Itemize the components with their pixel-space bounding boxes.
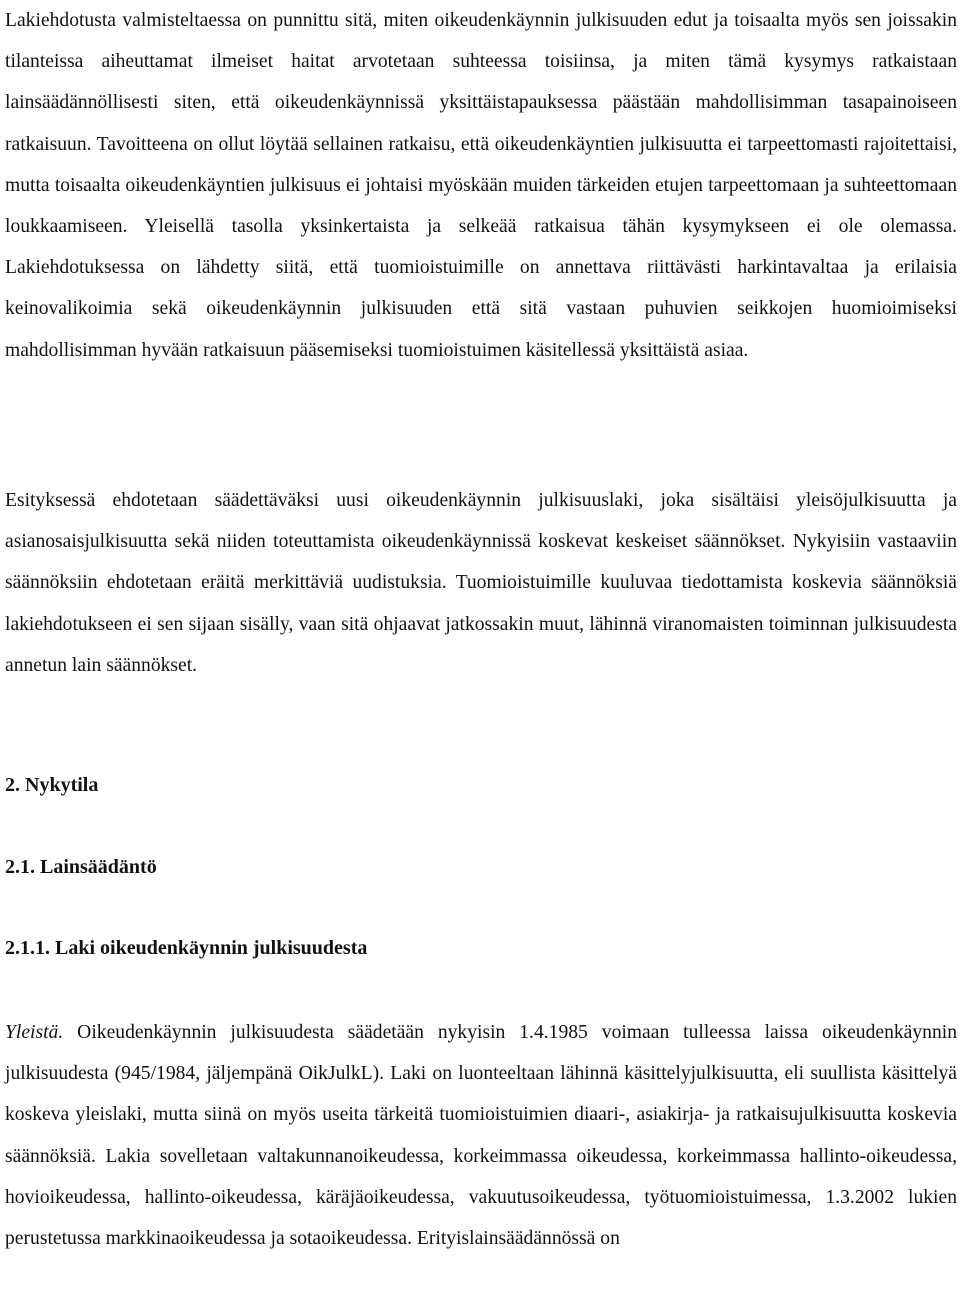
body-paragraph: Lakiehdotusta valmisteltaessa on punnittu sitä, miten oikeudenkäynnin julkisuuden edut ja toisaalta myös sen joissakin tilanteissa aiheuttamat ilmeiset haitat arvotetaan suhteessa toisiinsa, ja miten tämä kysymys ratkaistaan lainsäädännöllisesti siten, että oikeudenkäynnissä yksittäistapauksessa päästään mahdollisimman tasapainoiseen ratkaisuun. Tavoitteena on ollut löytää sellainen ratkaisu, että oikeudenkäyntien julkisuutta ei tarpeettomasti rajoitettaisi, mutta toisaalta oikeudenkäyntien julkisuus ei johtaisi myöskään muiden tärkeiden etujen tarpeettomaan ja suhteettomaan loukkaamiseen. Yleisellä tasolla yksinkertaista ja selkeää ratkaisua tähän kysymykseen ei ole olemassa. Lakiehdotuksessa on lähdetty siitä, että tuomioistuimille on annettava riittävästi harkintavaltaa ja erilaisia keinovalikoimia sekä oikeudenkäynnin julkisuuden että sitä vastaan puhuvien seikkojen huomioimiseksi mahdollisimman hyvään ratkaisuun pääsemiseksi tuomioistuimen käsitellessä yksittäistä asiaa. — [5, 10, 957, 361]
body-paragraph: Esityksessä ehdotetaan säädettäväksi uusi oikeudenkäynnin julkisuuslaki, joka sisältäisi yleisöjulkisuutta ja asianosaisjulkisuutta sekä niiden toteuttamista oikeudenkäynnissä koskevat keskeiset säännökset. Nykyisiin vastaaviin säännöksiin ehdotetaan eräitä merkittäviä uudistuksia. Tuomioistuimille kuuluvaa tiedottamista koskevia säännöksiä lakiehdotukseen ei sen sijaan sisälly, vaan sitä ohjaavat jatkossakin muut, lähinnä viranomaisten toiminnan julkisuudesta annetun lain säännökset. — [5, 490, 957, 676]
paragraph-lead-italic: Yleistä. — [5, 1022, 64, 1043]
body-paragraph — [5, 1012, 957, 1259]
subsubsection-heading: 2.1.1. Laki oikeudenkäynnin julkisuudesta — [5, 937, 368, 959]
section-heading: 2. Nykytila — [5, 774, 99, 796]
paragraph-text: Oikeudenkäynnin julkisuudesta säädetään nykyisin 1.4.1985 voimaan tulleessa laissa oikeudenkäynnin julkisuudesta (945/1984, jäljempänä OikJulkL). Laki on luonteeltaan lähinnä käsittelyjulkisuutta, eli suullista käsittelyä koskeva yleislaki, mutta siinä on myös useita tärkeitä tuomioistuimien diaari-, asiakirja- ja ratkaisujulkisuutta koskevia säännöksiä. Lakia sovelletaan valtakunnanoikeudessa, korkeimmassa oikeudessa, korkeimmassa hallinto-oikeudessa, hovioikeudessa, hallinto-oikeudessa, käräjäoikeudessa, vakuutusoikeudessa, työtuomioistuimessa, 1.3.2002 lukien perustetussa markkinaoikeudessa ja sotaoikeudessa. Erityislainsäädännössä on — [5, 1022, 957, 1250]
subsection-heading: 2.1. Lainsäädäntö — [5, 856, 157, 878]
